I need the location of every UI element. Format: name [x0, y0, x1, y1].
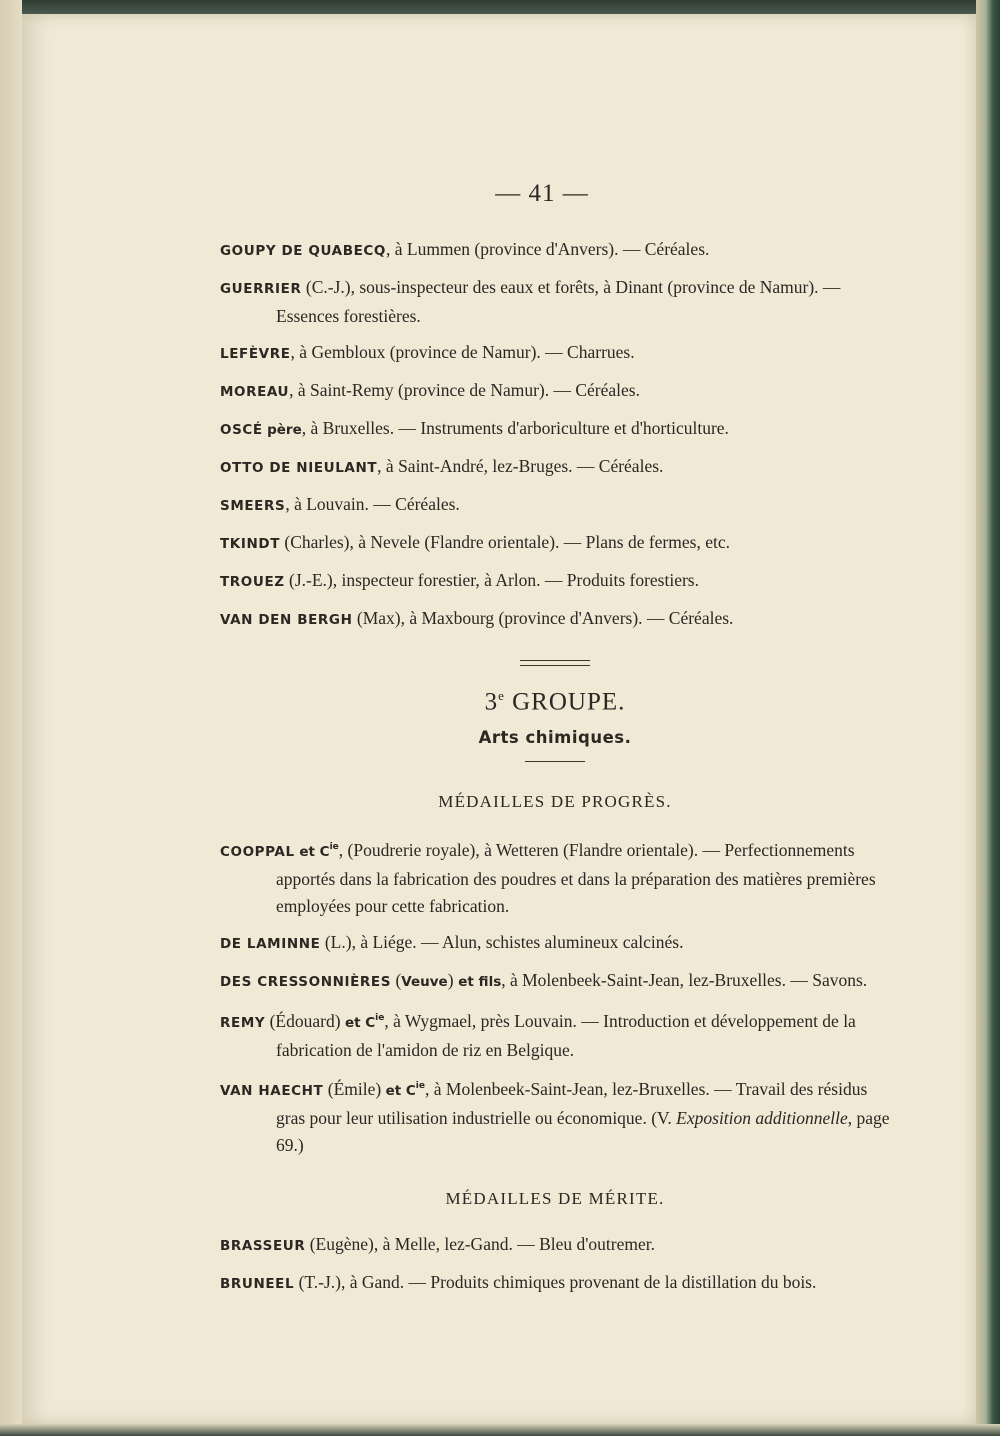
section-heading-progres: MÉDAILLES DE PROGRÈS.: [438, 792, 672, 812]
list-item: [220, 274, 890, 330]
exhibitor-name: LEFÈVRE: [220, 346, 291, 362]
exhibitor-details: , à Lummen (province d'Anvers). — Céréales.: [385, 239, 710, 259]
group-number: 3: [484, 688, 499, 716]
list-item: [220, 415, 890, 444]
exhibitor-details: , à Saint-André, lez-Bruges. — Céréales.: [377, 456, 664, 476]
list-item: [220, 1269, 890, 1298]
list-item: [220, 339, 890, 368]
exhibitor-details: (Max), à Maxbourg (province d'Anvers). — Céréales.: [352, 608, 734, 628]
section-heading-merite: MÉDAILLES DE MÉRITE.: [445, 1188, 665, 1208]
book-binding-top: [0, 0, 1000, 14]
section-divider-double: [520, 660, 590, 666]
exhibitor-connector-sup: ie: [415, 1080, 425, 1091]
list-item: [220, 453, 890, 482]
book-binding-right: [976, 0, 1000, 1436]
exhibitor-reference: Exposition additionnelle: [676, 1107, 848, 1128]
list-item: [220, 529, 890, 558]
exhibitor-name: BRUNEEL: [220, 1275, 295, 1292]
list-item: [220, 929, 890, 958]
exhibitor-details: , à Molenbeek-Saint-Jean, lez-Bruxelles. — Savons.: [501, 970, 868, 991]
exhibitor-details: , à Molenbeek-Saint-Jean, lez-Bruxelles. — Travail des résidus gras pour leur utilisation industrielle ou économique. (V.: [276, 1078, 868, 1128]
exhibitor-details: (Charles), à Nevele (Flandre orientale). — Plans de fermes, etc.: [280, 532, 730, 552]
exhibitor-name-suffix: père: [267, 422, 302, 438]
exhibitor-name: VAN DEN BERGH: [220, 612, 353, 628]
page-content: [220, 236, 890, 1307]
list-item: [220, 1073, 890, 1159]
page-number: — 41 —: [495, 180, 589, 207]
list-item: [220, 1231, 890, 1260]
exhibitor-name: REMY: [220, 1014, 266, 1031]
list-item: [220, 236, 890, 265]
exhibitor-details: (Eugène), à Melle, lez-Gand. — Bleu d'outremer.: [305, 1233, 655, 1254]
exhibitor-name: DES CRESSONNIÈRES: [220, 974, 392, 991]
exhibitor-details: (L.), à Liége. — Alun, schistes alumineux calcinés.: [320, 932, 684, 953]
exhibitor-list-progres: [220, 834, 890, 1158]
book-gutter: [0, 0, 22, 1436]
exhibitor-details: (T.-J.), à Gand. — Produits chimiques provenant de la distillation du bois.: [294, 1271, 817, 1292]
book-binding-bottom: [0, 1424, 1000, 1436]
exhibitor-connector: et C: [385, 1082, 416, 1099]
exhibitor-connector-sup: ie: [329, 842, 339, 853]
list-item: [220, 834, 890, 920]
exhibitor-list-merite: [220, 1231, 890, 1298]
exhibitor-details: (J.-E.), inspecteur forestier, à Arlon. — Produits forestiers.: [284, 570, 699, 590]
exhibitor-list-top: [220, 236, 890, 634]
group-title-text: GROUPE.: [512, 688, 626, 716]
exhibitor-details: , (Poudrerie royale), à Wetteren (Flandre orientale). — Perfectionnements apportés dans la fabrication des poudres et dans la préparation des matières premières employées pour cette fabrication.: [276, 840, 876, 917]
list-item: [220, 1005, 890, 1064]
exhibitor-connector: et C: [294, 844, 330, 861]
exhibitor-connector-sup: ie: [375, 1013, 385, 1024]
group-number-suffix: e: [498, 688, 505, 703]
section-divider: [525, 761, 585, 762]
exhibitor-name: BRASSEUR: [220, 1237, 306, 1254]
exhibitor-details: , à Louvain. — Céréales.: [285, 494, 460, 514]
exhibitor-first-name: (Édouard): [265, 1010, 345, 1031]
exhibitor-name: GUERRIER: [220, 281, 302, 297]
list-item: [220, 377, 890, 406]
list-item: [220, 491, 890, 520]
list-item: [220, 605, 890, 634]
group-subtitle: Arts chimiques.: [478, 728, 632, 748]
exhibitor-first-name: (Émile): [323, 1078, 386, 1099]
document-page: [22, 14, 976, 1424]
exhibitor-name: OTTO DE NIEULANT: [220, 460, 378, 476]
exhibitor-name: TKINDT: [220, 536, 281, 552]
list-item: DES CRESSONNIÈRES (Veuve) et fils, à Molenbeek-Saint-Jean, lez-Bruxelles. — Savons.: [220, 970, 868, 991]
exhibitor-name: COOPPAL: [220, 844, 295, 861]
exhibitor-name: TROUEZ: [220, 574, 285, 590]
exhibitor-details-end: , page 69.): [276, 1107, 890, 1155]
exhibitor-name: GOUPY DE QUABECQ: [220, 243, 386, 259]
list-item: [220, 567, 890, 596]
exhibitor-details: , à Saint-Remy (province de Namur). — Céréales.: [289, 380, 640, 400]
exhibitor-details: , à Gembloux (province de Namur). — Charrues.: [290, 342, 635, 362]
exhibitor-paren-bold: Veuve: [401, 974, 448, 991]
exhibitor-name: DE LAMINNE: [220, 936, 321, 953]
exhibitor-name: VAN HAECHT: [220, 1082, 324, 1099]
exhibitor-name: SMEERS: [220, 498, 286, 514]
exhibitor-details: , à Wygmael, près Louvain. — Introduction et développement de la fabrication de l'amidon de riz en Belgique.: [276, 1010, 856, 1060]
exhibitor-connector: et fils: [453, 974, 502, 991]
exhibitor-details: , à Bruxelles. — Instruments d'arboriculture et d'horticulture.: [301, 418, 729, 438]
group-title: [220, 688, 890, 716]
exhibitor-connector: et C: [344, 1014, 376, 1031]
exhibitor-name: MOREAU: [220, 384, 290, 400]
exhibitor-details: (C.-J.), sous-inspecteur des eaux et forêts, à Dinant (province de Namur). — Essences forestières.: [276, 277, 841, 326]
exhibitor-name: OSCÉ: [220, 422, 263, 438]
